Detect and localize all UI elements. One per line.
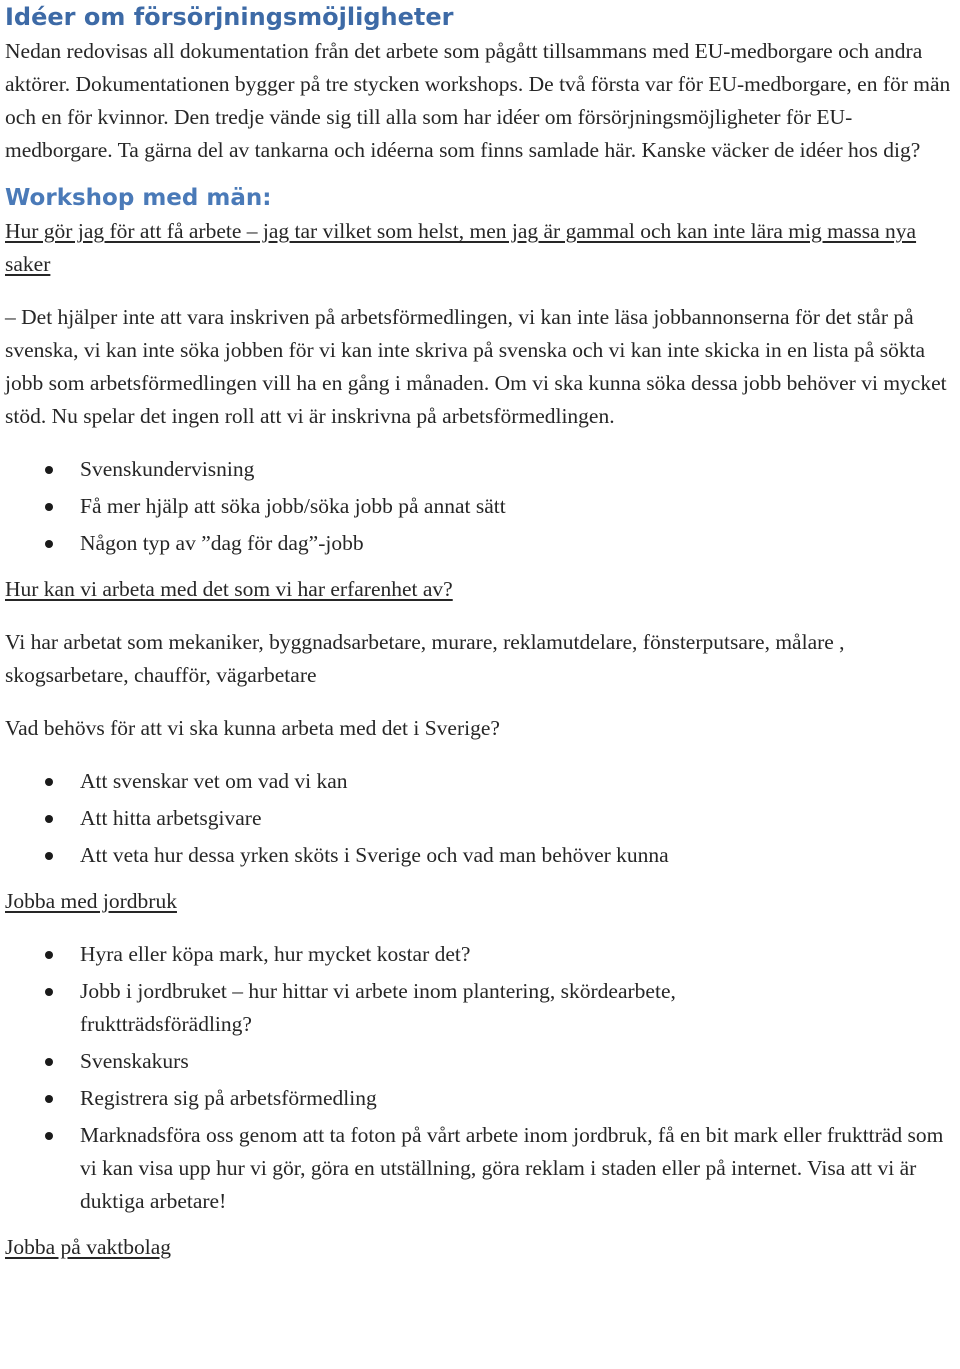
paragraph-occupations: Vi har arbetat som mekaniker, byggnadsarbetare, murare, reklamutdelare, fönsterputsare, målare , skogsarbetare, chaufför, vägarbetare <box>5 630 845 687</box>
list-item: Att veta hur dessa yrken sköts i Sverige och vad man behöver kunna <box>5 839 955 872</box>
intro-paragraph: Nedan redovisas all dokumentation från det arbete som pågått tillsammans med EU-medborgare och andra aktörer. Dokumentationen bygger på tre stycken workshops. De två första var för EU-medborgare, en för män och en för kvinnor. Den tredje vände sig till alla som har idéer om försörjningsmöjligheter för EU-medborgare. Ta gärna del av tankarna och idéerna som finns samlade här. Kanske väcker de idéer hos dig? <box>5 39 951 162</box>
bullet-icon <box>45 852 53 860</box>
heading-agriculture: Jobba med jordbruk <box>5 889 177 913</box>
bullet-icon <box>45 1058 53 1066</box>
document-page <box>5 0 955 1264</box>
bullet-icon <box>45 503 53 511</box>
list-item: Att svenskar vet om vad vi kan <box>5 765 955 798</box>
bullet-icon <box>45 778 53 786</box>
paragraph-employment-office: – Det hjälper inte att vara inskriven på arbetsförmedlingen, vi kan inte läsa jobbannonserna för det står på svenska, vi kan inte söka jobben för vi kan inte skriva på svenska och vi kan inte skicka in en lista på sökta jobb som arbetsförmedlingen vill ha en gång i månaden. Om vi ska kunna söka dessa jobb behöver vi mycket stöd. Nu spelar det ingen roll att vi är inskrivna på arbetsförmedlingen. <box>5 305 947 428</box>
heading-security: Jobba på vaktbolag <box>5 1235 171 1259</box>
section-heading: Workshop med män: <box>5 185 272 211</box>
bullet-icon <box>45 1132 53 1140</box>
question-experience: Hur kan vi arbeta med det som vi har erfarenhet av? <box>5 577 453 601</box>
bullet-icon <box>45 951 53 959</box>
page-title: Idéer om försörjningsmöjligheter <box>5 3 454 31</box>
list-item: Att hitta arbetsgivare <box>5 802 955 835</box>
bullet-icon <box>45 466 53 474</box>
bullet-icon <box>45 815 53 823</box>
bullet-icon <box>45 1095 53 1103</box>
list-item: Få mer hjälp att söka jobb/söka jobb på annat sätt <box>5 490 955 523</box>
list-item: Hyra eller köpa mark, hur mycket kostar det? <box>5 938 955 971</box>
list-item: Marknadsföra oss genom att ta foton på vårt arbete inom jordbruk, få en bit mark eller fruktträd som vi kan visa upp hur vi gör, göra en utställning, göra reklam i staden eller på internet. Visa att vi är duktiga arbetare! <box>5 1119 955 1218</box>
bullet-icon <box>45 988 53 996</box>
bullet-list-requirements <box>5 765 955 872</box>
list-item: Svenskundervisning <box>5 453 955 486</box>
list-item: Jobb i jordbruket – hur hittar vi arbete inom plantering, skördearbete, fruktträdsförädling? <box>5 975 955 1041</box>
paragraph-what-needed: Vad behövs för att vi ska kunna arbeta med det i Sverige? <box>5 716 500 740</box>
question-work: Hur gör jag för att få arbete – jag tar vilket som helst, men jag är gammal och kan inte lära mig massa nya saker <box>5 219 917 276</box>
bullet-icon <box>45 540 53 548</box>
list-item: Registrera sig på arbetsförmedling <box>5 1082 955 1115</box>
bullet-list-agriculture <box>5 938 955 1218</box>
list-item: Någon typ av ”dag för dag”-jobb <box>5 527 955 560</box>
list-item: Svenskakurs <box>5 1045 955 1078</box>
bullet-list-needs <box>5 453 955 560</box>
